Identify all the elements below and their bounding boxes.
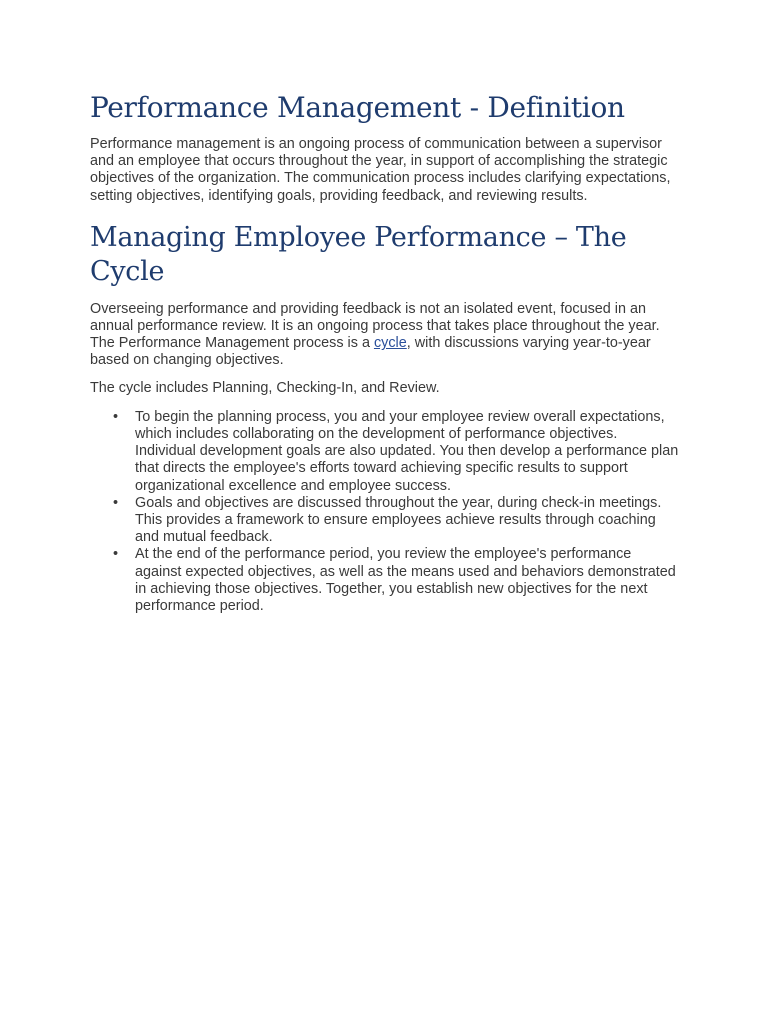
cycle-stages-paragraph: The cycle includes Planning, Checking-In, and Review. — [90, 379, 440, 396]
document-page — [90, 90, 680, 615]
list-item-review — [113, 546, 680, 615]
section-heading-cycle: Managing Employee Performance – The Cycle — [90, 221, 627, 287]
section-heading-definition: Performance Management - Definition — [90, 91, 625, 124]
list-item-text: Goals and objectives are discussed throughout the year, during check-in meetings. This provides a framework to ensure employees achieve results through coaching and mutual feedback. — [135, 494, 662, 546]
list-item-text: To begin the planning process, you and your employee review overall expectations, which includes collaborating on the development of performance objectives. Individual development goals are also updated. You then develop a performance plan that directs the employee's efforts toward achieving specific results to support organizational excellence and employee success. — [135, 408, 679, 494]
bullet-icon: • — [113, 408, 119, 425]
cycle-intro-text-end: , with discussions varying year-to-year based on changing objectives. — [90, 335, 651, 369]
bullet-icon: • — [113, 494, 119, 511]
cycle-link[interactable]: cycle — [373, 335, 407, 352]
definition-paragraph: Performance management is an ongoing process of communication between a supervisor and an employee that occurs throughout the year, in support of accomplishing the strategic objectives of the organization. The communication process includes clarifying expectations, setting objectives, identifying goals, providing feedback, and reviewing results. — [90, 136, 671, 204]
cycle-intro-text-start: Overseeing performance and providing feedback is not an isolated event, focused in an annual performance review. It is an ongoing process that takes place throughout the year. The Performance Management process is a — [90, 300, 660, 352]
cycle-bullet-list — [90, 409, 680, 615]
list-item-text: At the end of the performance period, you review the employee's performance against expected objectives, as well as the means used and behaviors demonstrated in achieving those objectives. Together, you establish new objectives for the next performance period. — [135, 546, 676, 615]
list-item-planning — [113, 408, 680, 495]
cycle-intro-paragraph — [90, 301, 680, 370]
list-item-checking-in — [113, 494, 680, 547]
bullet-icon: • — [113, 546, 119, 563]
